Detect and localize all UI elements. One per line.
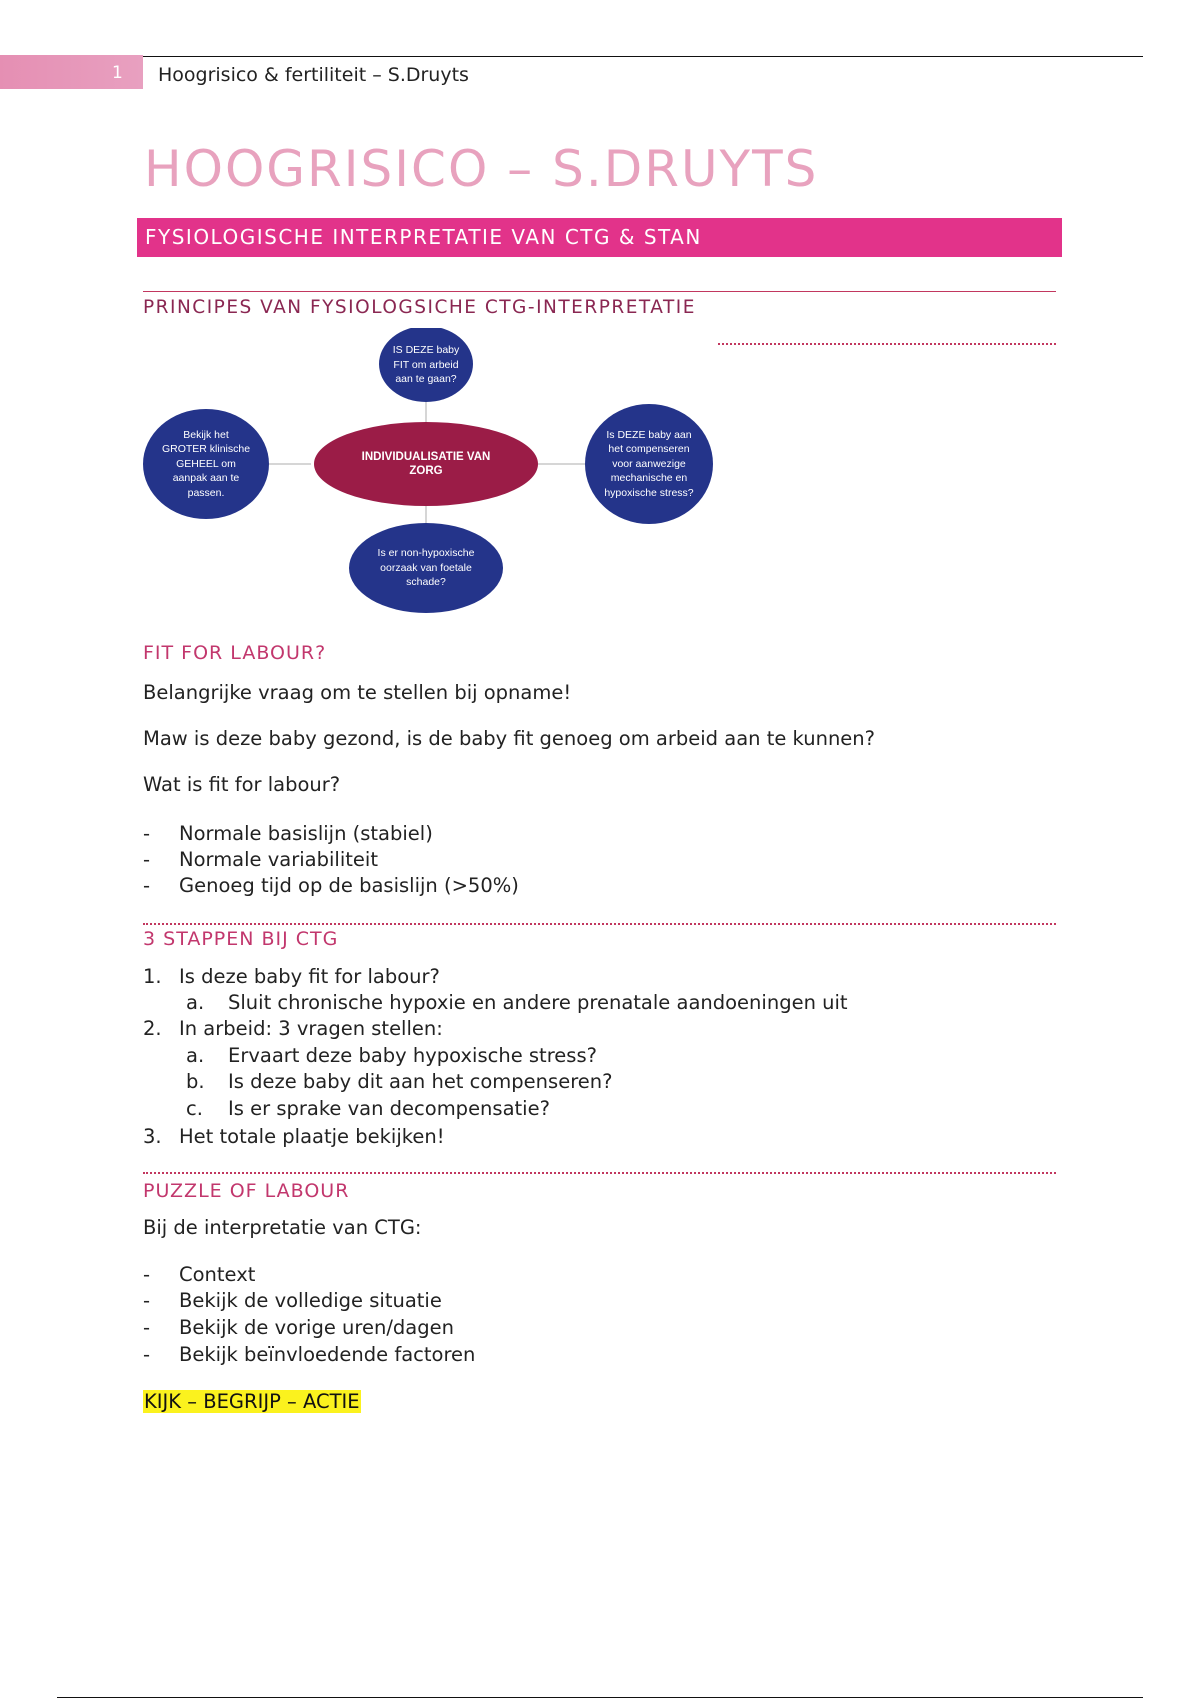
dotted-rule xyxy=(143,923,1056,925)
running-title: Hoogrisico & fertiliteit – S.Druyts xyxy=(158,64,469,86)
list-item-text: Context xyxy=(179,1263,256,1286)
list-item-text: Het totale plaatje bekijken! xyxy=(179,1125,445,1148)
list-marker: a. xyxy=(186,1044,205,1067)
paragraph: Maw is deze baby gezond, is de baby fit genoeg om arbeid aan te kunnen? xyxy=(143,727,876,750)
bullet-marker: - xyxy=(143,874,151,897)
list-marker: 2. xyxy=(143,1017,162,1040)
list-marker: b. xyxy=(186,1070,205,1093)
node-center-text: INDIVIDUALISATIE VAN ZORG xyxy=(361,450,491,477)
heading-puzzle-of-labour: PUZZLE OF LABOUR xyxy=(143,1180,350,1202)
page-number: 1 xyxy=(112,63,123,83)
header-rule xyxy=(143,56,1143,57)
list-marker: 1. xyxy=(143,965,162,988)
heading-3-stappen: 3 STAPPEN BIJ CTG xyxy=(143,928,339,950)
list-item-text: Is deze baby dit aan het compenseren? xyxy=(228,1070,613,1093)
node-bottom-text: Is er non-hypoxische oorzaak van foetale schade? xyxy=(377,547,475,589)
principles-diagram xyxy=(143,328,713,613)
list-item-text: Sluit chronische hypoxie en andere prenatale aandoeningen uit xyxy=(228,991,848,1014)
paragraph: Bij de interpretatie van CTG: xyxy=(143,1216,422,1239)
bullet-marker: - xyxy=(143,1263,151,1286)
footer-rule xyxy=(57,1697,1143,1698)
list-item-text: Bekijk de volledige situatie xyxy=(179,1289,442,1312)
heading-rule xyxy=(143,291,1056,292)
list-marker: a. xyxy=(186,991,205,1014)
document-title: HOOGRISICO – S.DRUYTS xyxy=(144,140,819,198)
node-right-text: Is DEZE baby aan het compenseren voor aanwezige mechanische en hypoxische stress? xyxy=(604,428,694,499)
dotted-rule xyxy=(718,343,1056,345)
node-top-text: IS DEZE baby FIT om arbeid aan te gaan? xyxy=(392,344,460,386)
highlighted-text: KIJK – BEGRIJP – ACTIE xyxy=(144,1390,360,1413)
list-item-text: Normale basislijn (stabiel) xyxy=(179,822,433,845)
list-item-text: Genoeg tijd op de basislijn (>50%) xyxy=(179,874,519,897)
section-banner xyxy=(137,218,1062,257)
banner-text: FYSIOLOGISCHE INTERPRETATIE VAN CTG & STAN xyxy=(145,225,702,249)
bullet-marker: - xyxy=(143,1316,151,1339)
bullet-marker: - xyxy=(143,822,151,845)
paragraph: Wat is fit for labour? xyxy=(143,773,341,796)
list-item-text: Ervaart deze baby hypoxische stress? xyxy=(228,1044,597,1067)
list-item-text: Bekijk beïnvloedende factoren xyxy=(179,1343,476,1366)
paragraph: Belangrijke vraag om te stellen bij opname! xyxy=(143,681,572,704)
bullet-marker: - xyxy=(143,1289,151,1312)
bullet-marker: - xyxy=(143,1343,151,1366)
list-item-text: Is er sprake van decompensatie? xyxy=(228,1097,550,1120)
list-marker: c. xyxy=(186,1097,203,1120)
dotted-rule xyxy=(143,1172,1056,1174)
node-left-text: Bekijk het GROTER klinische GEHEEL om aanpak aan te passen. xyxy=(161,428,251,499)
bullet-marker: - xyxy=(143,848,151,871)
list-item-text: Bekijk de vorige uren/dagen xyxy=(179,1316,454,1339)
list-marker: 3. xyxy=(143,1125,162,1148)
list-item-text: Is deze baby fit for labour? xyxy=(179,965,440,988)
heading-fit-for-labour: FIT FOR LABOUR? xyxy=(143,642,327,664)
list-item-text: Normale variabiliteit xyxy=(179,848,378,871)
heading-principes: PRINCIPES VAN FYSIOLOGSICHE CTG-INTERPRETATIE xyxy=(143,297,696,318)
list-item-text: In arbeid: 3 vragen stellen: xyxy=(179,1017,443,1040)
